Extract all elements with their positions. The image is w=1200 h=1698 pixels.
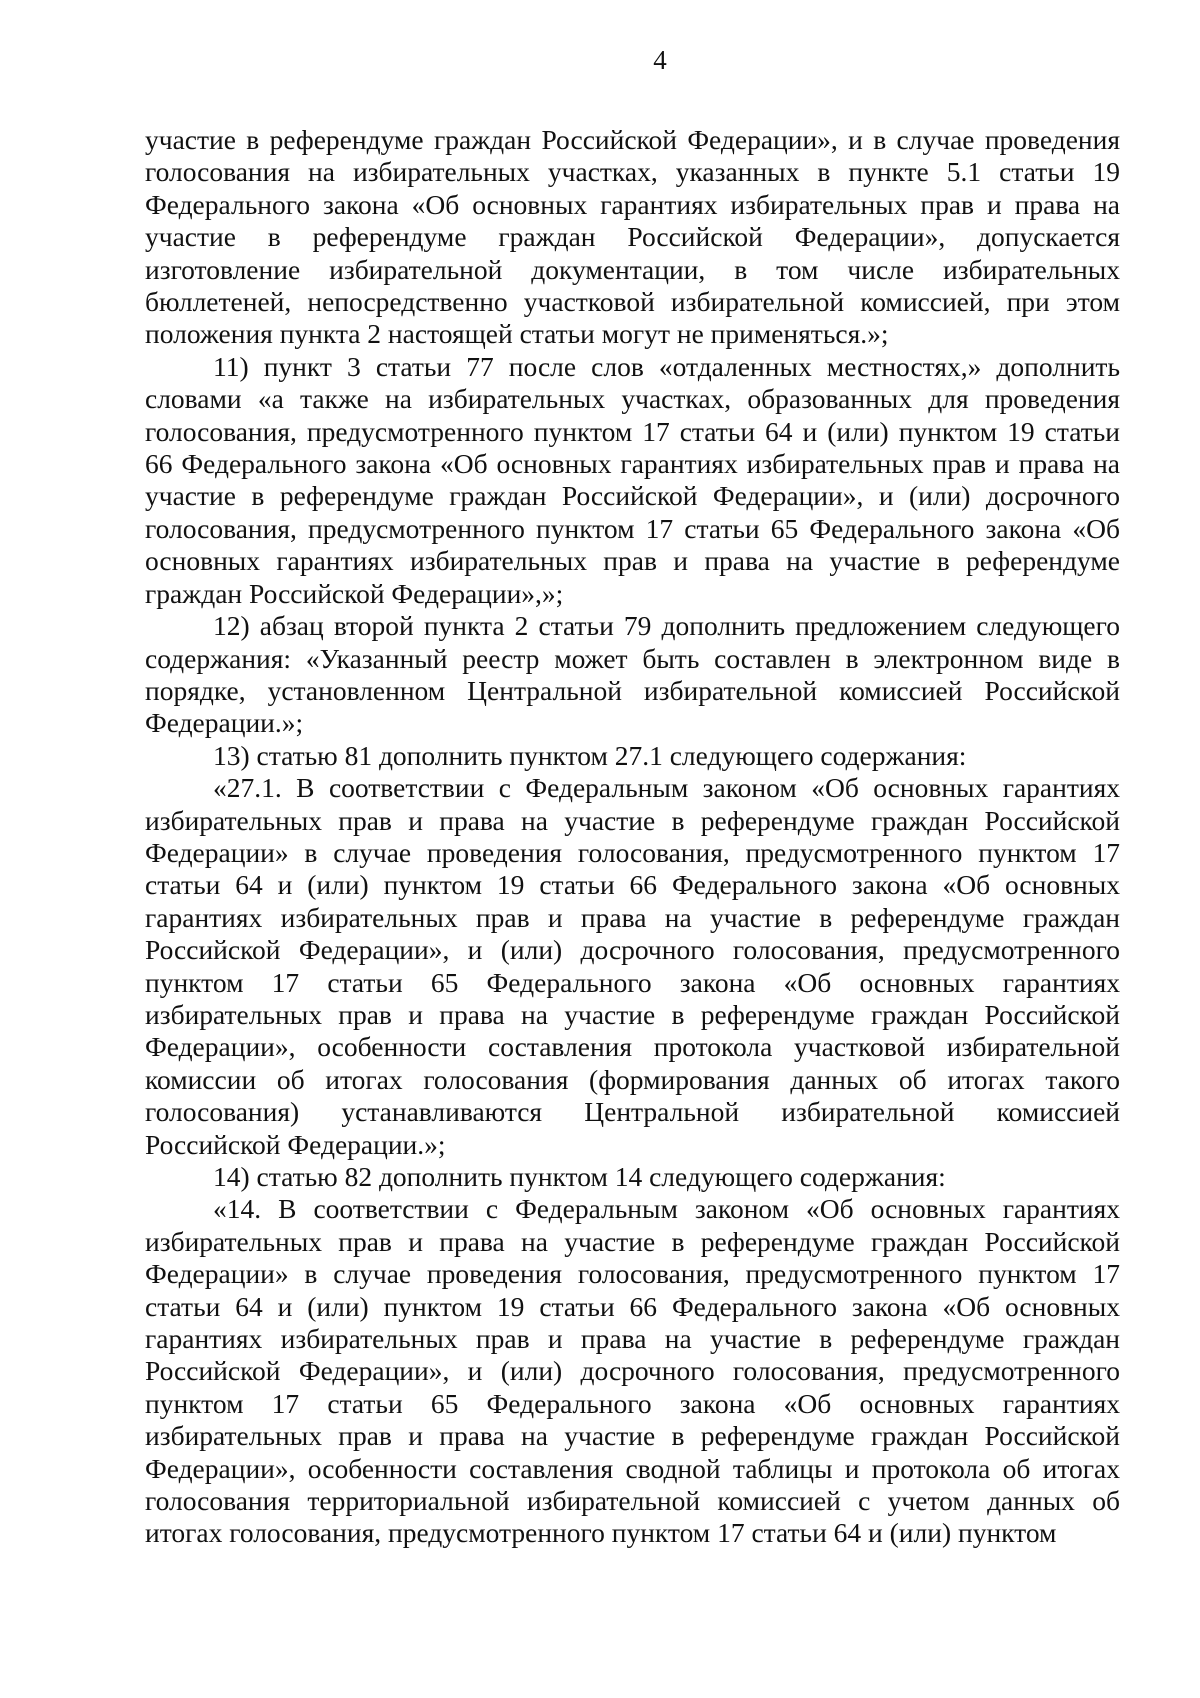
paragraph-clause-14: «14. В соответствии с Федеральным законом «Об основных гарантиях избирательных прав и права на участие в референдуме граждан Российской Федерации» в случае проведения голосования, предусмотренного пунктом 17 статьи 64 и (или) пунктом 19 статьи 66 Федерального закона «Об основных гарантиях избирательных прав и права на участие в референдуме граждан Российской Федерации», и (или) досрочного голосования, предусмотренного пунктом 17 статьи 65 Федерального закона «Об основных гарантиях избирательных прав и права на участие в референдуме граждан Российской Федерации», особенности составления сводной таблицы и протокола об итогах голосования территориальной избирательной комиссией с учетом данных об итогах голосования, предусмотренного пунктом 17 статьи 64 и (или) пунктом [145, 1193, 1120, 1549]
paragraph-item-11: 11) пункт 3 статьи 77 после слов «отдаленных местностях,» дополнить словами «а также на избирательных участках, образованных для проведения голосования, предусмотренного пунктом 17 статьи 64 и (или) пунктом 19 статьи 66 Федерального закона «Об основных гарантиях избирательных прав и права на участие в референдуме граждан Российской Федерации», и (или) досрочного голосования, предусмотренного пунктом 17 статьи 65 Федерального закона «Об основных гарантиях избирательных прав и права на участие в референдуме граждан Российской Федерации»,»; [145, 350, 1120, 609]
paragraph-item-13: 13) статью 81 дополнить пунктом 27.1 следующего содержания: [213, 739, 967, 771]
page-number: 4 [653, 45, 667, 75]
paragraph-clause-27-1: «27.1. В соответствии с Федеральным законом «Об основных гарантиях избирательных прав и права на участие в референдуме граждан Российской Федерации» в случае проведения голосования, предусмотренного пунктом 17 статьи 64 и (или) пунктом 19 статьи 66 Федерального закона «Об основных гарантиях избирательных прав и права на участие в референдуме граждан Российской Федерации», и (или) досрочного голосования, предусмотренного пунктом 17 статьи 65 Федерального закона «Об основных гарантиях избирательных прав и права на участие в референдуме граждан Российской Федерации», особенности составления протокола участковой избирательной комиссии об итогах голосования (формирования данных об итогах такого голосования) устанавливаются Центральной избирательной комиссией Российской Федерации.»; [145, 772, 1120, 1160]
paragraph-item-14: 14) статью 82 дополнить пунктом 14 следующего содержания: [213, 1161, 946, 1192]
paragraph-continuation: участие в референдуме граждан Российской Федерации», и в случае проведения голосования на избирательных участках, указанных в пункте 5.1 статьи 19 Федерального закона «Об основных гарантиях избирательных прав и права на участие в референдуме граждан Российской Федерации», допускается изготовление избирательной документации, в том числе избирательных бюллетеней, непосредственно участковой избирательной комиссией, при этом положения пункта 2 настоящей статьи могут не применяться.»; [145, 124, 1120, 350]
paragraph-item-12: 12) абзац второй пункта 2 статьи 79 дополнить предложением следующего содержания: «Указанный реестр может быть составлен в электронном виде в порядке, установленном Центральной избирательной комиссией Российской Федерации.»; [145, 610, 1120, 739]
document-body [145, 124, 1120, 1550]
